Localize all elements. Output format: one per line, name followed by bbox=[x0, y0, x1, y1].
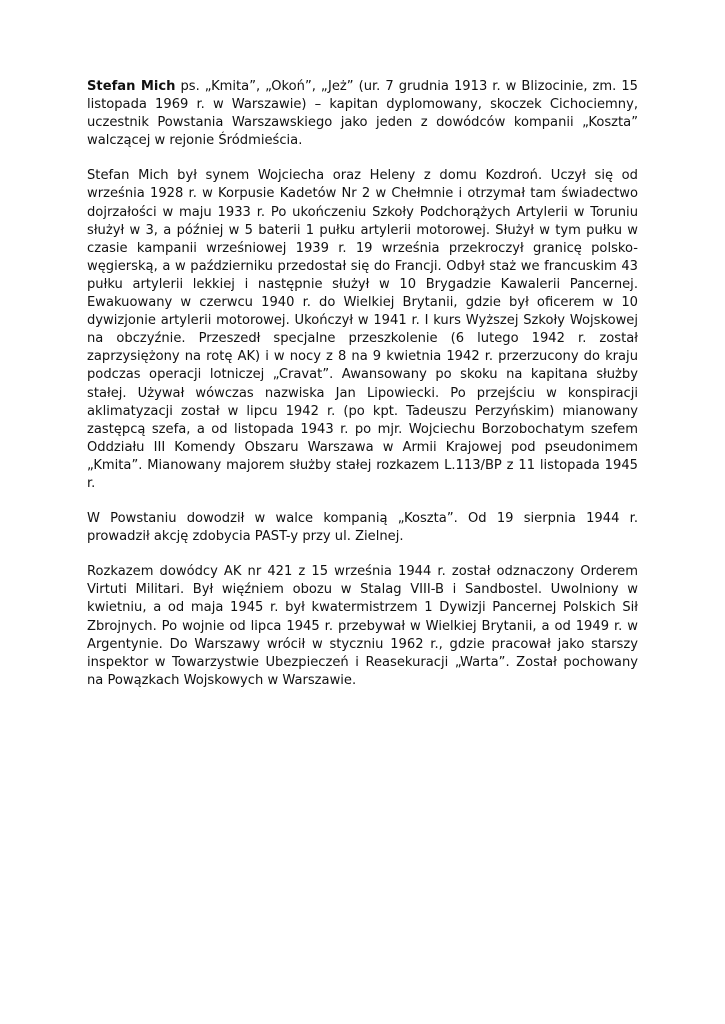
subject-name: Stefan Mich bbox=[87, 79, 176, 94]
intro-paragraph bbox=[87, 78, 638, 150]
intro-text: ps. „Kmita”, „Okoń”, „Jeż” (ur. 7 grudnia 1913 r. w Blizocinie, zm. 15 listopada 1969 r. w Warszawie) – kapitan dyplomowany, skoczek Cichociemny, uczestnik Powstania Warszawskiego jako jeden z dowódców kompanii „Koszta” walczącej w rejonie Śródmieścia. bbox=[87, 79, 638, 149]
postwar-paragraph: Rozkazem dowódcy AK nr 421 z 15 września 1944 r. został odznaczony Orderem Virtuti Militari. Był więźniem obozu w Stalag VIII-B i Sandbostel. Uwolniony w kwietniu, a od maja 1945 r. był kwatermistrzem 1 Dywizji Pancernej Polskich Sił Zbrojnych. Po wojnie od lipca 1945 r. przebywał w Wielkiej Brytanii, a od 1949 r. w Argentynie. Do Warszawy wrócił w styczniu 1962 r., gdzie pracował jako starszy inspektor w Towarzystwie Ubezpieczeń i Reasekuracji „Warta”. Został pochowany na Powązkach Wojskowych w Warszawie. bbox=[87, 564, 638, 688]
biography-paragraph: Stefan Mich był synem Wojciecha oraz Heleny z domu Kozdroń. Uczył się od września 1928 r. w Korpusie Kadetów Nr 2 w Chełmnie i otrzymał tam świadectwo dojrzałości w maju 1933 r. Po ukończeniu Szkoły Podchorążych Artylerii w Toruniu służył w 3, a później w 5 baterii 1 pułku artylerii motorowej. Służył w tym pułku w czasie kampanii wrześniowej 1939 r. 19 września przekroczył granicę polsko-węgierską, a w październiku przedostał się do Francji. Odbył staż we francuskim 43 pułku artylerii lekkiej i następnie służył w 10 Brygadzie Kawalerii Pancernej. Ewakuowany w czerwcu 1940 r. do Wielkiej Brytanii, gdzie był oficerem w 10 dywizjonie artylerii motorowej. Ukończył w 1941 r. I kurs Wyższej Szkoły Wojskowej na obczyźnie. Przeszedł specjalne przeszkolenie (6 lutego 1942 r. został zaprzysiężony na rotę AK) i w nocy z 8 na 9 kwietnia 1942 r. przerzucony do kraju podczas operacji lotniczej „Cravat”. Awansowany po skoku na kapitana służby stałej. Używał wówczas nazwiska Jan Lipowiecki. Po przejściu w konspiracji aklimatyzacji został w lipcu 1942 r. (po kpt. Tadeuszu Perzyńskim) mianowany zastępcą szefa, a od listopada 1943 r. po mjr. Wojciechu Borzobochatym szefem Oddziału III Komendy Obszaru Warszawa w Armii Krajowej pod pseudonimem „Kmita”. Mianowany majorem służby stałej rozkazem L.113/BP z 11 listopada 1945 r. bbox=[87, 168, 638, 491]
document-body bbox=[87, 78, 638, 707]
uprising-paragraph: W Powstaniu dowodził w walce kompanią „Koszta”. Od 19 sierpnia 1944 r. prowadził akcję zdobycia PAST-y przy ul. Zielnej. bbox=[87, 511, 638, 545]
